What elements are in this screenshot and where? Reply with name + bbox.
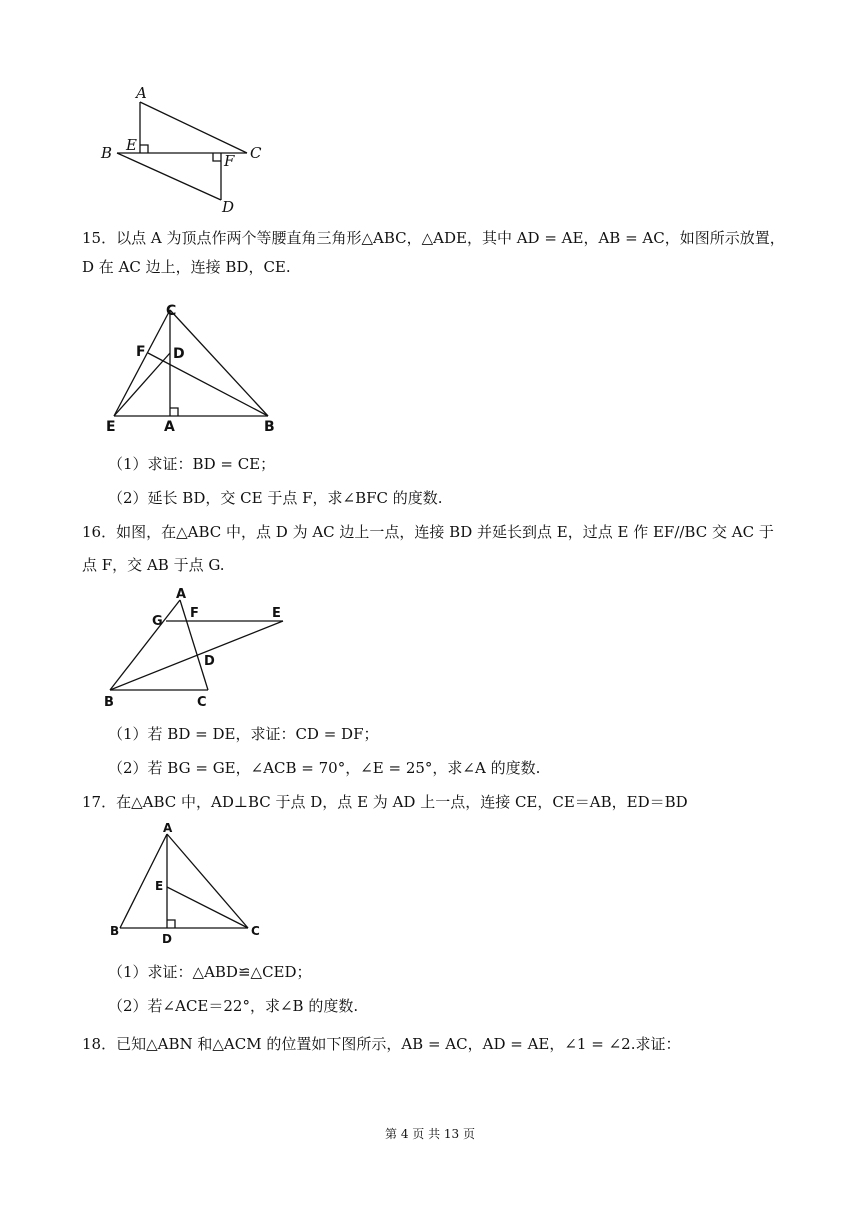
label-G: G — [152, 614, 163, 629]
label-A: A — [176, 587, 187, 602]
problem-17-line-1: 17．在△ABC 中，AD⊥BC 于点 D，点 E 为 AD 上一点，连接 CE，CE＝AB，ED＝BD — [82, 793, 688, 811]
problem-16-question-2: （2）若 BG = GE，∠ACB = 70°，∠E = 25°，求∠A 的度数. — [108, 759, 541, 777]
label-D: D — [222, 198, 235, 216]
label-C: C — [250, 144, 262, 162]
problem-15-line-1: 15．以点 A 为顶点作两个等腰直角三角形△ABC，△ADE，其中 AD = AE，AB = AC，如图所示放置， — [82, 229, 785, 247]
page-footer: 第 4 页 共 13 页 — [385, 1127, 475, 1141]
label-D: D — [204, 654, 215, 669]
label-E: E — [126, 136, 137, 154]
label-D: D — [162, 932, 172, 945]
label-C: C — [166, 303, 177, 319]
label-B: B — [104, 695, 114, 710]
label-F: F — [190, 606, 199, 621]
problem-17-question-1: （1）求证：△ABD≌△CED； — [108, 963, 312, 981]
label-C: C — [251, 924, 260, 938]
problem-15-question-2: （2）延长 BD，交 CE 于点 F，求∠BFC 的度数. — [108, 489, 443, 507]
figure-16 — [100, 585, 295, 710]
figure-14 — [95, 80, 280, 220]
label-F: F — [224, 152, 235, 170]
problem-18-line-1: 18．已知△ABN 和△ACM 的位置如下图所示，AB = AC，AD = AE，∠1 = ∠2.求证： — [82, 1035, 681, 1053]
problem-16-line-1: 16．如图，在△ABC 中，点 D 为 AC 边上一点，连接 BD 并延长到点 E，过点 E 作 EF//BC 交 AC 于 — [82, 523, 774, 541]
figure-17 — [100, 820, 275, 945]
label-B: B — [110, 924, 120, 938]
label-D: D — [173, 346, 185, 362]
label-B: B — [264, 419, 275, 435]
label-B: B — [101, 144, 113, 162]
problem-16-question-1: （1）若 BD = DE，求证：CD = DF； — [108, 725, 379, 743]
problem-16-line-2: 点 F，交 AB 于点 G. — [82, 556, 225, 574]
figure-15 — [100, 300, 285, 435]
label-E: E — [272, 606, 281, 621]
label-A: A — [163, 821, 173, 835]
problem-15-line-2: D 在 AC 边上，连接 BD，CE. — [82, 258, 291, 276]
problem-17-question-2: （2）若∠ACE＝22°，求∠B 的度数. — [108, 997, 359, 1015]
label-A: A — [164, 419, 175, 435]
label-C: C — [197, 695, 207, 710]
problem-15-question-1: （1）求证：BD = CE； — [108, 455, 276, 473]
label-A: A — [136, 84, 147, 102]
label-E: E — [155, 879, 164, 893]
label-E: E — [106, 419, 116, 435]
label-F: F — [136, 344, 146, 360]
